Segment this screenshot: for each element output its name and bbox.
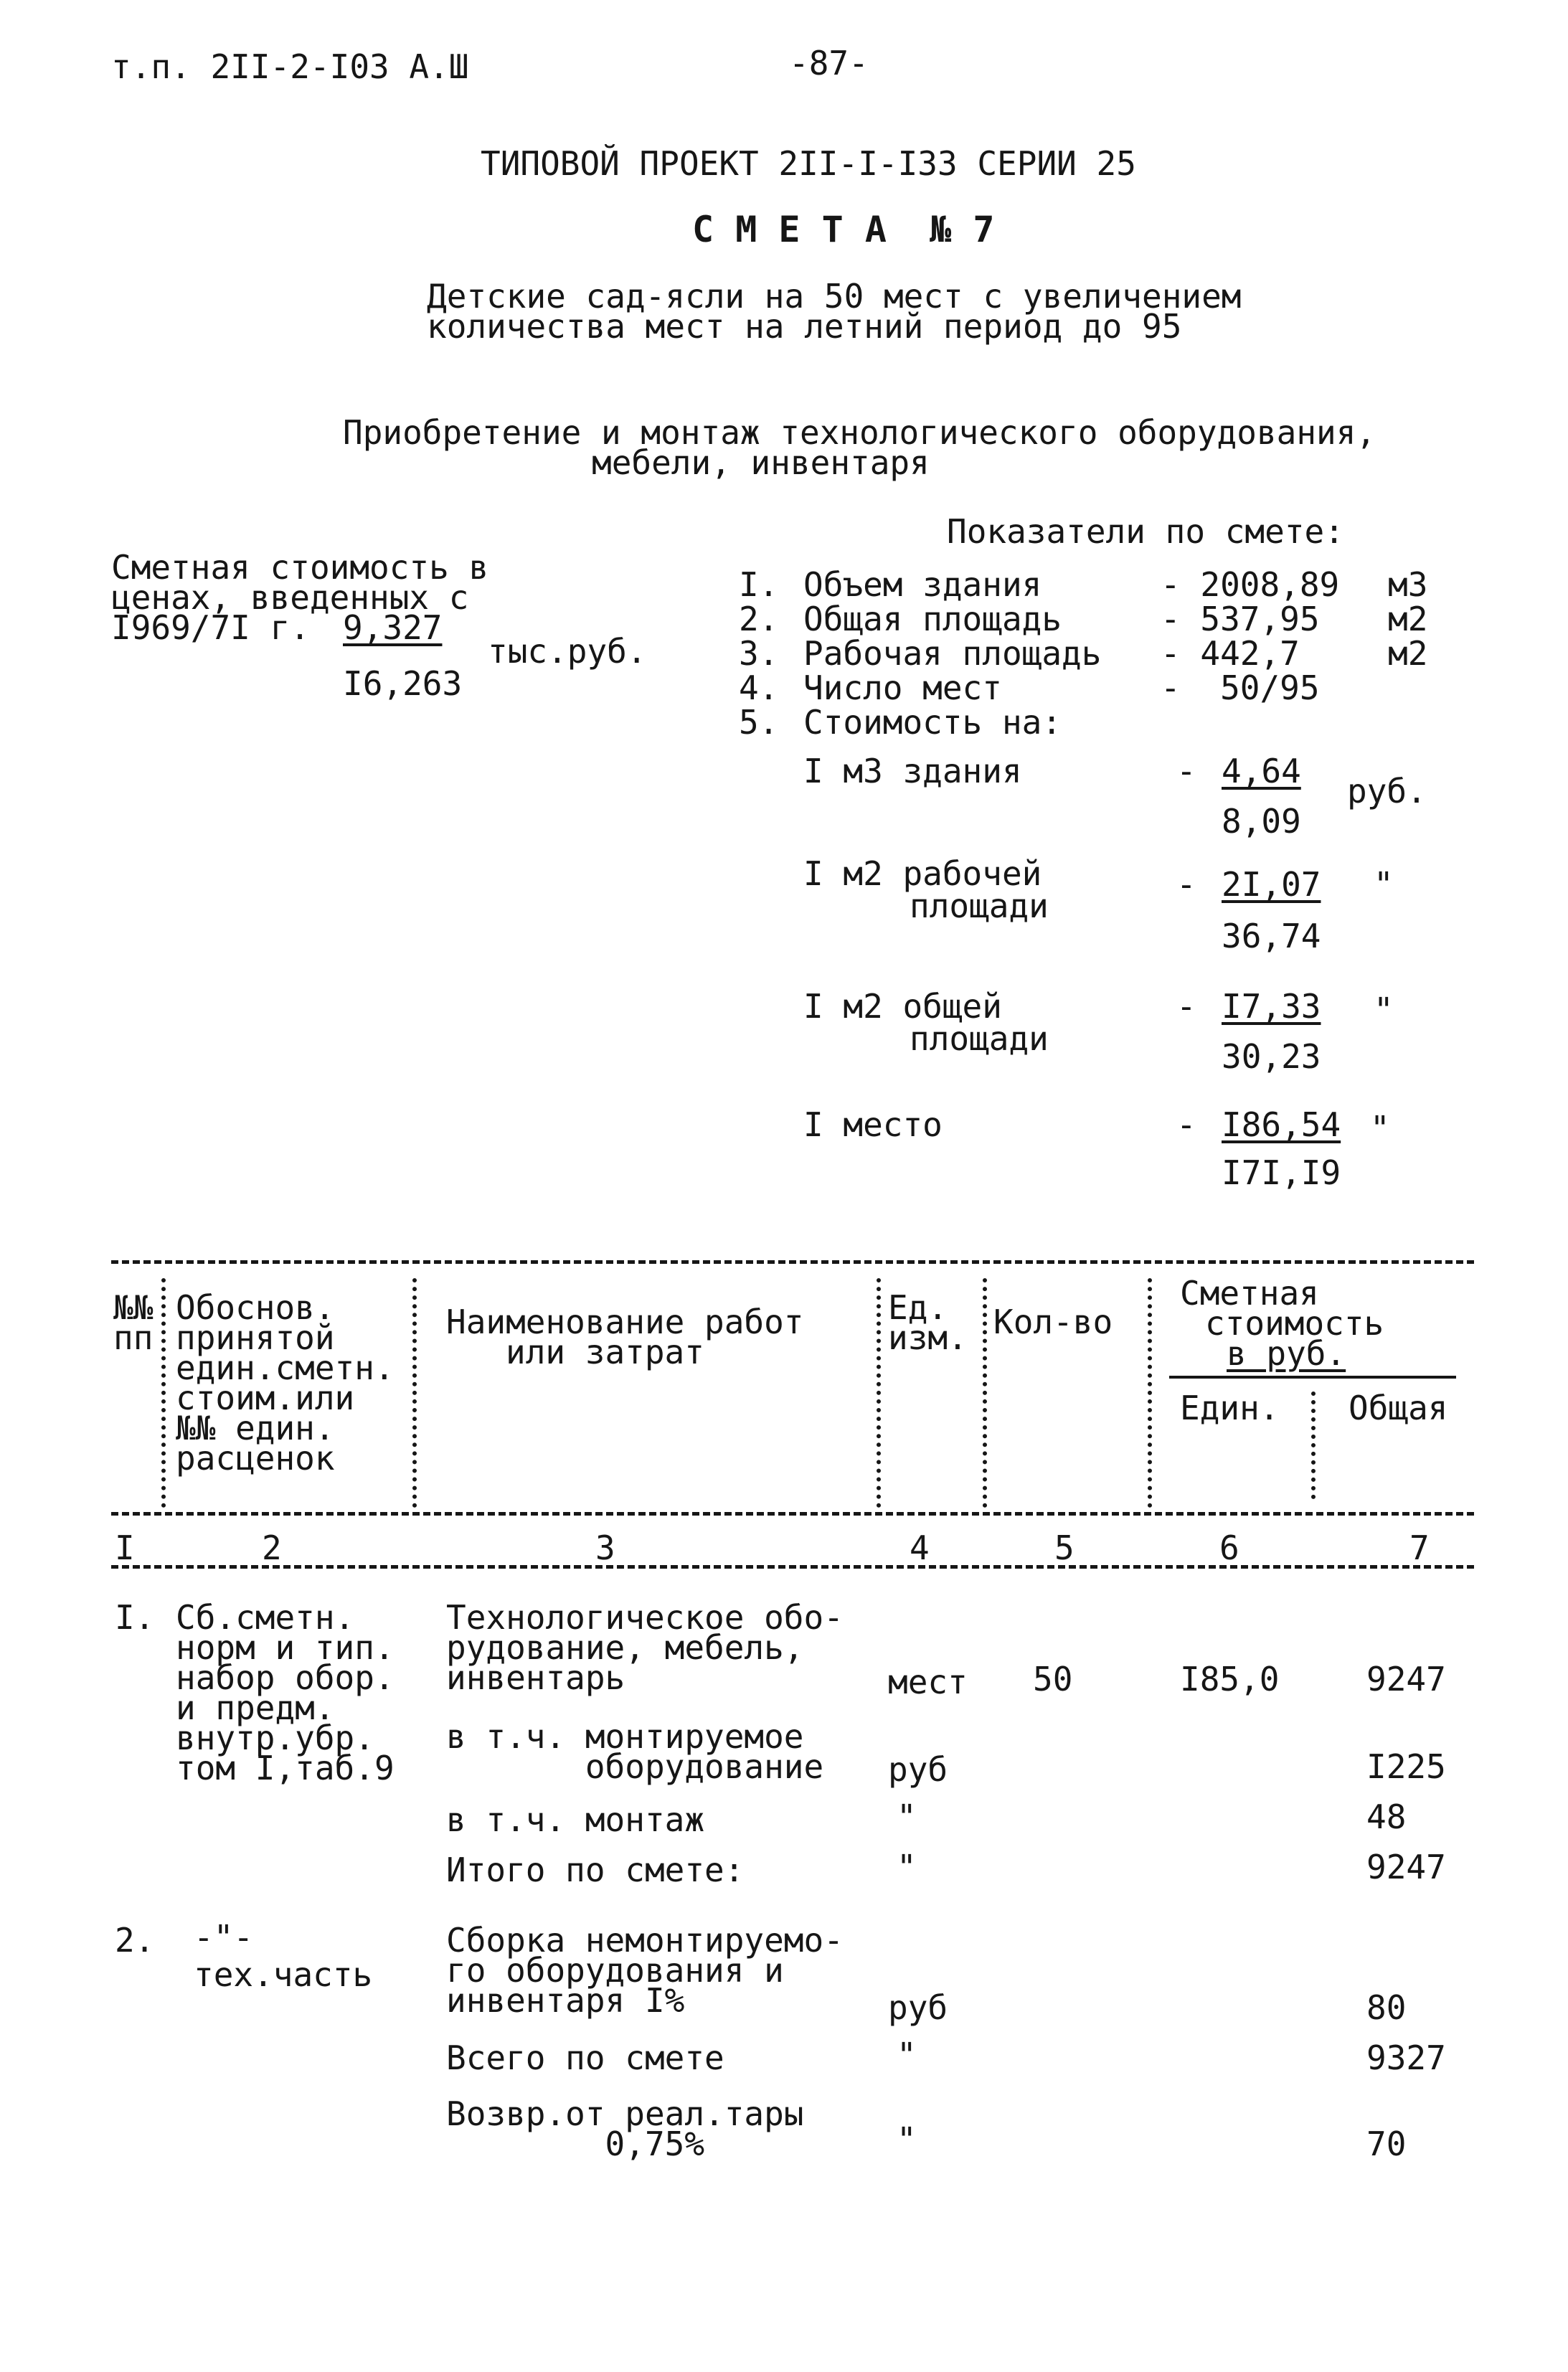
indicator-label: Объем здания (803, 565, 1042, 604)
subject-line-2: количества мест на летний период до 95 (427, 307, 1182, 346)
column-number: 3 (595, 1528, 615, 1567)
column-number: 6 (1219, 1528, 1239, 1567)
subrow-name: 0,75% (446, 2125, 705, 2163)
header-col1: пп (113, 1318, 154, 1357)
row-name: инвентарь (446, 1658, 625, 1697)
cost-dash: - (1176, 865, 1196, 904)
indicator-value: - 50/95 (1161, 668, 1320, 707)
column-divider (412, 1278, 417, 1508)
header-col3: Наименование работ (446, 1303, 804, 1341)
cost-value-top: I7,33 (1222, 987, 1321, 1026)
estimate-cost-label-1: Сметная стоимость в (111, 548, 489, 587)
subject-line-1: Детские сад-ясли на 50 мест с увеличением (427, 277, 1242, 316)
subrow-name: в т.ч. монтируемое (446, 1717, 804, 1756)
cost-unit: " (1374, 865, 1394, 904)
header-col7: Общая (1349, 1389, 1448, 1427)
indicator-num: 4. (739, 668, 779, 707)
column-number-rule (111, 1565, 1474, 1569)
cost-dash: - (1176, 752, 1196, 790)
column-number: 4 (910, 1528, 930, 1567)
row-name: го оборудования и (446, 1951, 784, 1990)
subrow-total: 48 (1366, 1797, 1407, 1836)
subrow-name: Возвр.от реал.тары (446, 2094, 804, 2133)
subrow-unit: " (897, 1848, 917, 1886)
indicator-label: Общая площадь (803, 600, 1062, 638)
indicator-value: - 442,7 (1161, 634, 1300, 673)
cost-label: I м3 здания (803, 752, 1022, 790)
cost-label: I м2 рабочей (803, 854, 1042, 893)
column-number: 2 (262, 1528, 282, 1567)
subrow-unit: " (897, 2036, 917, 2074)
cost-label: I м2 общей (803, 987, 1002, 1026)
column-divider (1148, 1278, 1152, 1508)
cost-label: I место (803, 1105, 943, 1144)
row-basis: тех.часть (194, 1955, 373, 1994)
row-basis: Сб.сметн. (176, 1598, 355, 1637)
row-basis: внутр.убр. (176, 1719, 374, 1757)
cost-dash: - (1176, 1105, 1196, 1144)
cost-unit: " (1374, 991, 1394, 1029)
cost-value-bottom: 30,23 (1222, 1037, 1321, 1076)
row-basis: -"- (194, 1918, 254, 1957)
column-divider (877, 1278, 881, 1508)
column-divider (161, 1278, 166, 1508)
row-name: Технологическое обо- (446, 1598, 844, 1637)
row-name: Сборка немонтируемо- (446, 1921, 844, 1960)
header-col4: Ед. (888, 1288, 948, 1327)
subrow-total: 70 (1366, 2125, 1407, 2163)
cost-value-top: 2I,07 (1222, 865, 1321, 904)
row-name: рудование, мебель, (446, 1628, 804, 1667)
header-col2: расценок (176, 1439, 335, 1478)
document-reference: т.п. 2II-2-I03 А.Ш (111, 47, 469, 86)
cost-dash: - (1176, 987, 1196, 1026)
project-title: ТИПОВОЙ ПРОЕКТ 2II-I-I33 СЕРИИ 25 (481, 144, 1136, 183)
header-col2: стоим.или (176, 1379, 355, 1417)
purpose-line-2: мебели, инвентаря (592, 443, 930, 482)
estimate-cost-unit: тыс.руб. (488, 632, 647, 671)
header-cost: стоимость (1205, 1304, 1384, 1343)
subrow-unit: руб (888, 1750, 948, 1789)
subrow-unit: " (897, 1797, 917, 1836)
cost-value-bottom: I7I,I9 (1222, 1153, 1341, 1192)
indicator-num: 2. (739, 600, 779, 638)
indicator-unit: м2 (1388, 600, 1428, 638)
cost-label-2: площади (910, 887, 1049, 925)
indicator-num: 3. (739, 634, 779, 673)
subrow-unit: " (897, 2120, 917, 2159)
header-bottom-rule (111, 1512, 1474, 1516)
row-unit-cost: I85,0 (1180, 1660, 1280, 1698)
column-divider (1311, 1391, 1316, 1499)
column-number: I (115, 1528, 135, 1567)
estimate-cost-value-bottom: I6,263 (343, 664, 463, 703)
subrow-name: Итого по смете: (446, 1851, 745, 1889)
header-col2: №№ един. (176, 1409, 335, 1447)
row-basis: набор обор. (176, 1658, 395, 1697)
subrow-name: Всего по смете (446, 2038, 724, 2077)
header-col3: или затрат (506, 1333, 704, 1371)
subrow-name: оборудование (446, 1747, 824, 1786)
row-total: 80 (1366, 1988, 1407, 2027)
row-total: 9247 (1366, 1660, 1446, 1698)
cost-label-2: площади (910, 1019, 1049, 1058)
header-cost: Сметная (1180, 1274, 1319, 1313)
subrow-name: в т.ч. монтаж (446, 1800, 705, 1839)
indicator-label: Число мест (803, 668, 1002, 707)
estimate-cost-value-top: 9,327 (343, 608, 443, 647)
subrow-total: 9327 (1366, 2038, 1446, 2077)
row-basis: и предм. (176, 1688, 335, 1727)
column-number: 7 (1409, 1528, 1430, 1567)
row-unit: мест (888, 1663, 968, 1701)
header-col2: принятой (176, 1318, 335, 1357)
indicator-unit: м3 (1388, 565, 1428, 604)
indicator-unit: м2 (1388, 634, 1428, 673)
indicator-num: I. (739, 565, 779, 604)
row-unit: руб (888, 1988, 948, 2027)
table-top-rule (111, 1260, 1474, 1264)
header-cost: в руб. (1227, 1334, 1346, 1373)
header-col4: изм. (888, 1318, 968, 1357)
header-cost-rule (1169, 1376, 1456, 1379)
estimate-cost-label-2: ценах, введенных с (111, 578, 469, 617)
row-name: инвентаря I% (446, 1981, 685, 2020)
header-col1: №№ (113, 1288, 154, 1327)
row-basis: норм и тип. (176, 1628, 395, 1667)
column-number: 5 (1054, 1528, 1075, 1567)
estimate-cost-label-3: I969/7I г. (111, 608, 310, 647)
indicator-label: Рабочая площадь (803, 634, 1102, 673)
subrow-total: I225 (1366, 1747, 1446, 1786)
smeta-title: С М Е Т А № 7 (692, 209, 995, 250)
row-number: 2. (115, 1921, 155, 1960)
header-col2: Обоснов. (176, 1288, 335, 1327)
column-divider (983, 1278, 987, 1508)
row-qty: 50 (1033, 1660, 1073, 1698)
cost-unit: " (1370, 1109, 1390, 1148)
cost-value-bottom: 8,09 (1222, 802, 1301, 841)
row-basis: том I,таб.9 (176, 1749, 395, 1787)
purpose-line-1: Приобретение и монтаж технологического оборудования, (343, 413, 1376, 452)
row-number: I. (115, 1598, 155, 1637)
cost-value-top: I86,54 (1222, 1105, 1341, 1144)
header-col5: Кол-во (993, 1303, 1113, 1341)
subrow-total: 9247 (1366, 1848, 1446, 1886)
indicator-label: Стоимость на: (803, 703, 1062, 742)
cost-value-bottom: 36,74 (1222, 917, 1321, 955)
cost-value-top: 4,64 (1222, 752, 1301, 790)
indicators-title: Показатели по смете: (947, 512, 1344, 551)
page-number: -87- (789, 44, 869, 82)
indicator-value: - 537,95 (1161, 600, 1320, 638)
cost-unit: руб. (1347, 772, 1427, 811)
indicator-value: - 2008,89 (1161, 565, 1340, 604)
header-col6: Един. (1180, 1389, 1280, 1427)
indicator-num: 5. (739, 703, 779, 742)
header-col2: един.сметн. (176, 1348, 395, 1387)
